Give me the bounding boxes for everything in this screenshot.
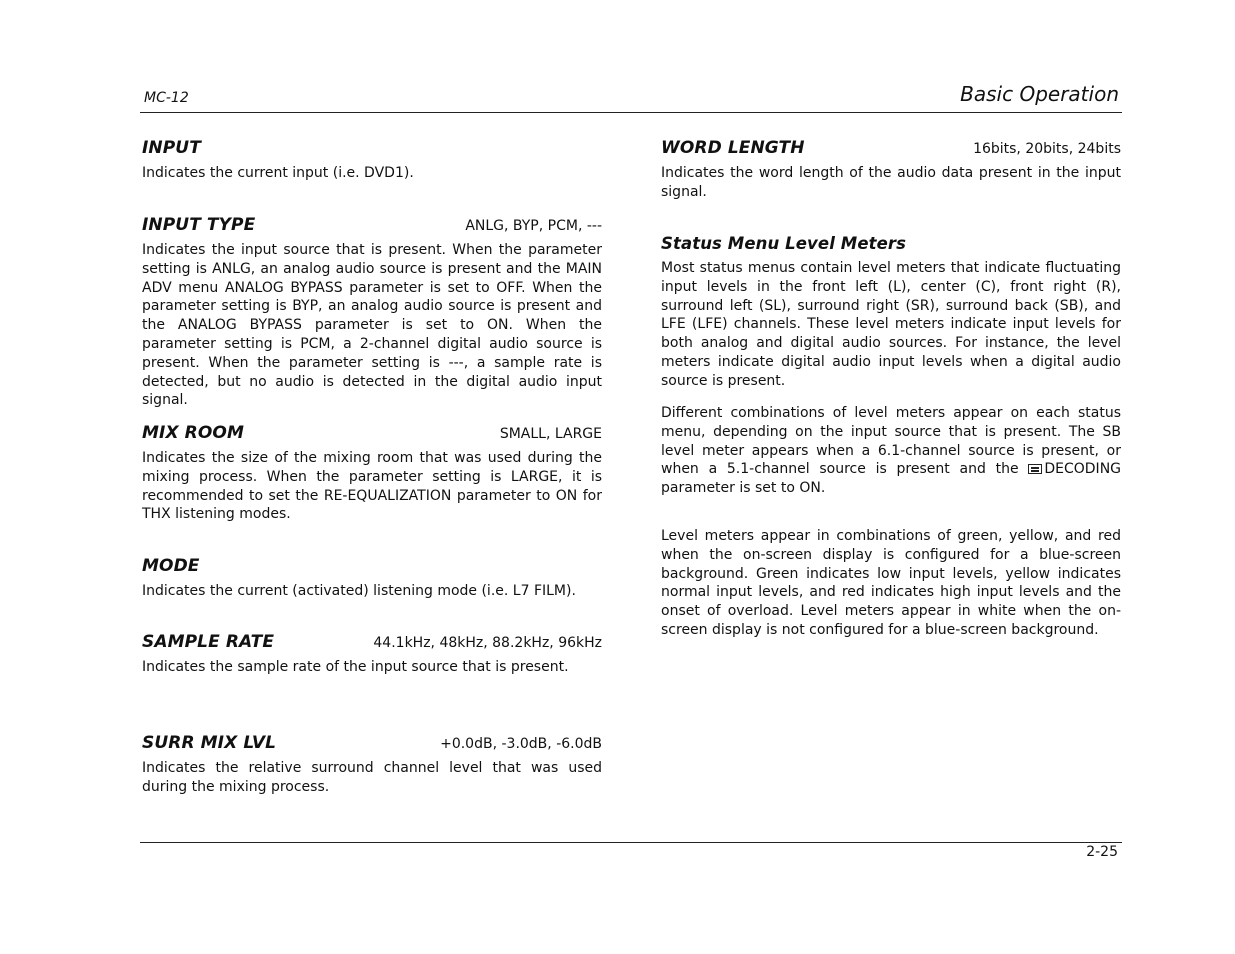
section-values: 44.1kHz, 48kHz, 88.2kHz, 96kHz (373, 635, 602, 651)
section-body: Indicates the current (activated) listening mode (i.e. L7 FILM). (142, 583, 576, 599)
section-body: Indicates the size of the mixing room that was used during the mixing process. When the parameter setting is LARGE, it is recommended to set the RE-EQUALIZATION parameter to ON for THX listening modes. (142, 450, 602, 523)
section-surr-mix-lvl (142, 733, 602, 797)
section-values: 16bits, 20bits, 24bits (973, 141, 1121, 157)
section-mix-room (142, 423, 602, 524)
section-body: Indicates the current input (i.e. DVD1). (142, 165, 414, 181)
page-number: 2-25 (1086, 844, 1118, 860)
section-title: SAMPLE RATE (142, 632, 275, 652)
section-sample-rate (142, 632, 602, 677)
section-values: +0.0dB, -3.0dB, -6.0dB (440, 736, 602, 752)
section-body: Indicates the input source that is present. When the parameter setting is ANLG, an analog audio source is present and the MAIN ADV menu ANALOG BYPASS parameter is set to OFF. When the parameter setting is BYP, an analog audio source is present and the ANALOG BYPASS parameter is set to ON. When the parameter setting is PCM, a 2-channel digital audio source is present. When the parameter setting is ---, a sample rate is detected, but no audio is detected in the digital audio input signal. (142, 242, 602, 409)
section-level-meters (661, 234, 1121, 391)
section-values: SMALL, LARGE (499, 426, 602, 442)
section-title: MODE (142, 556, 200, 576)
footer-divider (140, 842, 1122, 843)
header-section-title: Basic Operation (960, 82, 1119, 106)
header-divider (140, 112, 1122, 113)
section-title: MIX ROOM (142, 423, 244, 443)
header-model: MC-12 (144, 90, 189, 106)
paragraph-text: Different combinations of level meters appear on each status menu, depending on the input source that is present. The SB level meter appears when a 6.1-channel source is present, or when a 5.1-channel source is present and the (661, 405, 1121, 478)
section-body: Indicates the relative surround channel level that was used during the mixing process. (142, 760, 602, 795)
section-title: INPUT (142, 138, 201, 158)
thx-ex-logo-icon (1028, 464, 1042, 474)
section-mode (142, 556, 602, 601)
section-word-length (661, 138, 1121, 202)
section-level-meters-combinations (661, 404, 1121, 498)
level-meters-paragraph-1: Most status menus contain level meters that indicate fluctuating input levels in the front left (L), center (C), front right (R), surround left (SL), surround right (SR), surround back (SB), and LFE (LFE) channels. These level meters indicate input levels for both analog and digital audio sources. For instance, the level meters indicate digital audio input levels when a digital audio source is present. (661, 260, 1121, 389)
section-title: WORD LENGTH (661, 138, 805, 158)
section-body: Indicates the word length of the audio data present in the input signal. (661, 165, 1121, 200)
section-values: ANLG, BYP, PCM, --- (465, 218, 602, 234)
section-title: SURR MIX LVL (142, 733, 277, 753)
level-meters-paragraph-3: Level meters appear in combinations of green, yellow, and red when the on-screen display is configured for a blue-screen background. Green indicates low input levels, yellow indicates normal input levels, and red indicates high input levels and the onset of overload. Level meters appear in white when the on-screen display is not configured for a blue-screen background. (661, 528, 1121, 638)
section-input-type (142, 215, 602, 410)
section-title: Status Menu Level Meters (661, 234, 907, 253)
section-input (142, 138, 602, 183)
level-meters-paragraph-2 (661, 404, 1121, 498)
section-body: Indicates the sample rate of the input source that is present. (142, 659, 569, 675)
paragraph-text: DECODING parameter is set to ON. (661, 461, 1122, 497)
section-title: INPUT TYPE (142, 215, 256, 235)
section-level-meters-colors (661, 527, 1121, 640)
